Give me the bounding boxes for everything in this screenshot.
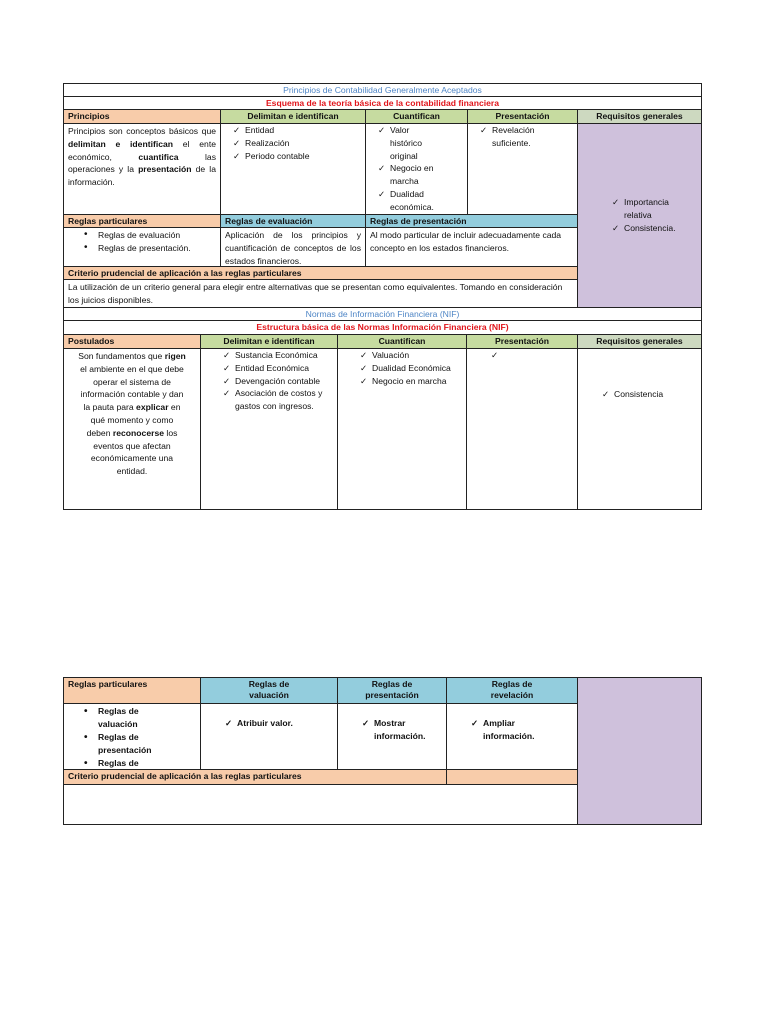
header-nif-requisitos: Requisitos generales — [577, 334, 702, 349]
t3-criterio-filler — [446, 769, 578, 785]
check-item: ✓ Consistencia. — [608, 222, 698, 235]
t3-criterio-body — [63, 784, 578, 825]
header-nif-presentacion: Presentación — [466, 334, 578, 349]
header-reglas-presentacion: Reglas de presentación — [365, 214, 578, 228]
postulados-text — [63, 348, 201, 510]
check-item: ✓ Negocio en marcha — [356, 375, 464, 388]
header-cuantifican: Cuantifican — [365, 109, 468, 124]
emphasis-text: presentación — [138, 164, 192, 175]
text-segment: los eventos que afectan económicamente una entidad. — [90, 427, 178, 477]
header-presentacion: Presentación — [467, 109, 578, 124]
check-item: ✓ Asociación de costos y gastos con ingresos. — [219, 387, 331, 413]
emphasis-text: delimitan e identifican — [68, 138, 174, 149]
bullet-item: • Reglas de presentación — [64, 731, 174, 757]
emphasis-text: rigen — [164, 351, 186, 361]
emphasis-text: explicar — [136, 402, 169, 413]
emphasis-text: reconocerse — [112, 427, 165, 438]
header-reglas-evaluacion: Reglas de evaluación — [220, 214, 366, 228]
check-item: ✓ Devengación contable — [219, 375, 331, 388]
text-segment: las operaciones y la — [68, 151, 216, 175]
check-item: ✓ Valor histórico original — [374, 124, 434, 162]
check-item: ✓ Dualidad económica. — [374, 188, 434, 214]
nif-presentacion-list — [466, 348, 578, 510]
bullet-item: • Reglas de — [64, 757, 174, 770]
criterio-text: La utilización de un criterio general para elegir entre alternativas que se presentan como equivalentes. Tomando en consideración los juicios disponibles. — [63, 279, 578, 308]
nif-delimitan-list — [200, 348, 338, 510]
check-item: ✓ Valuación — [356, 349, 464, 362]
t3-reglas-list — [63, 703, 201, 770]
t3-presentacion-list — [337, 703, 447, 770]
text-segment: Son fundamentos que — [78, 351, 165, 361]
header-t3-valuacion: Reglas de valuación — [200, 677, 338, 704]
criterio-label: Criterio prudencial de aplicación a las reglas particulares — [63, 266, 578, 280]
pcga-title: Principios de Contabilidad Generalmente Aceptados — [63, 83, 702, 97]
presentacion-list — [467, 123, 578, 215]
check-item: ✓ Revelación suficiente. — [476, 124, 546, 150]
nif-requisitos-cell — [577, 348, 702, 510]
check-item: ✓ Sustancia Económica — [219, 349, 331, 362]
bullet-item: • Reglas de valuación — [64, 705, 174, 731]
text-segment: el ente económico, — [68, 138, 216, 162]
delimitan-list — [220, 123, 366, 215]
header-reglas-particulares: Reglas particulares — [63, 214, 221, 228]
pcga-subtitle: Esquema de la teoría básica de la contabilidad financiera — [63, 96, 702, 110]
principios-text — [63, 123, 221, 215]
header-delimitan: Delimitan e identifican — [220, 109, 366, 124]
t3-criterio-label: Criterio prudencial de aplicación a las reglas particulares — [63, 769, 447, 785]
t3-revelacion-list — [446, 703, 578, 770]
header-nif-cuantifican: Cuantifican — [337, 334, 467, 349]
reglas-evaluacion-text: Aplicación de los principios y cuantificación de conceptos de los estados financieros. — [220, 227, 366, 267]
reglas-particulares-list — [63, 227, 221, 267]
t3-purple-cell — [577, 677, 702, 825]
header-t3-reglas-particulares: Reglas particulares — [63, 677, 201, 704]
emphasis-text: cuantifica — [138, 151, 179, 162]
bullet-item: • Reglas de presentación. — [64, 242, 220, 255]
check-item: ✓ Ampliar información. — [467, 717, 547, 743]
check-item: ✓ Dualidad Económica — [356, 362, 464, 375]
header-principios: Principios — [63, 109, 221, 124]
header-t3-presentacion: Reglas de presentación — [337, 677, 447, 704]
check-item: ✓ Importancia relativa — [608, 196, 698, 222]
text-segment: de la información. — [68, 164, 216, 188]
check-item: ✓ Periodo contable — [229, 150, 365, 163]
header-postulados: Postulados — [63, 334, 201, 349]
nif-subtitle: Estructura básica de las Normas Información Financiera (NIF) — [63, 320, 702, 335]
text-segment: el ambiente en el que debe operar el sistema de información contable y dan la pauta para — [80, 363, 184, 413]
requisitos-cell — [577, 123, 702, 308]
check-item: ✓ Mostrar información. — [358, 717, 430, 743]
reglas-presentacion-text: Al modo particular de incluir adecuadamente cada concepto en los estados financieros. — [365, 227, 578, 267]
cuantifican-list — [365, 123, 468, 215]
text-segment: Principios son conceptos básicos que — [68, 126, 216, 136]
header-requisitos: Requisitos generales — [577, 109, 702, 124]
header-nif-delimitan: Delimitan e identifican — [200, 334, 338, 349]
nif-cuantifican-list — [337, 348, 467, 510]
t3-valuacion-list — [200, 703, 338, 770]
check-item: ✓ Negocio en marcha — [374, 162, 434, 188]
check-item: ✓ Entidad — [229, 124, 365, 137]
nif-title: Normas de Información Financiera (NIF) — [63, 307, 702, 321]
header-t3-revelacion: Reglas de revelación — [446, 677, 578, 704]
check-item: ✓ Entidad Económica — [219, 362, 331, 375]
check-item: ✓ Atribuir valor. — [221, 717, 337, 730]
text-segment: en qué momento y como deben — [86, 402, 181, 438]
bullet-item: • Reglas de evaluación — [64, 229, 220, 242]
check-item: ✓ Realización — [229, 137, 365, 150]
check-item: ✓ Consistencia — [598, 388, 698, 401]
